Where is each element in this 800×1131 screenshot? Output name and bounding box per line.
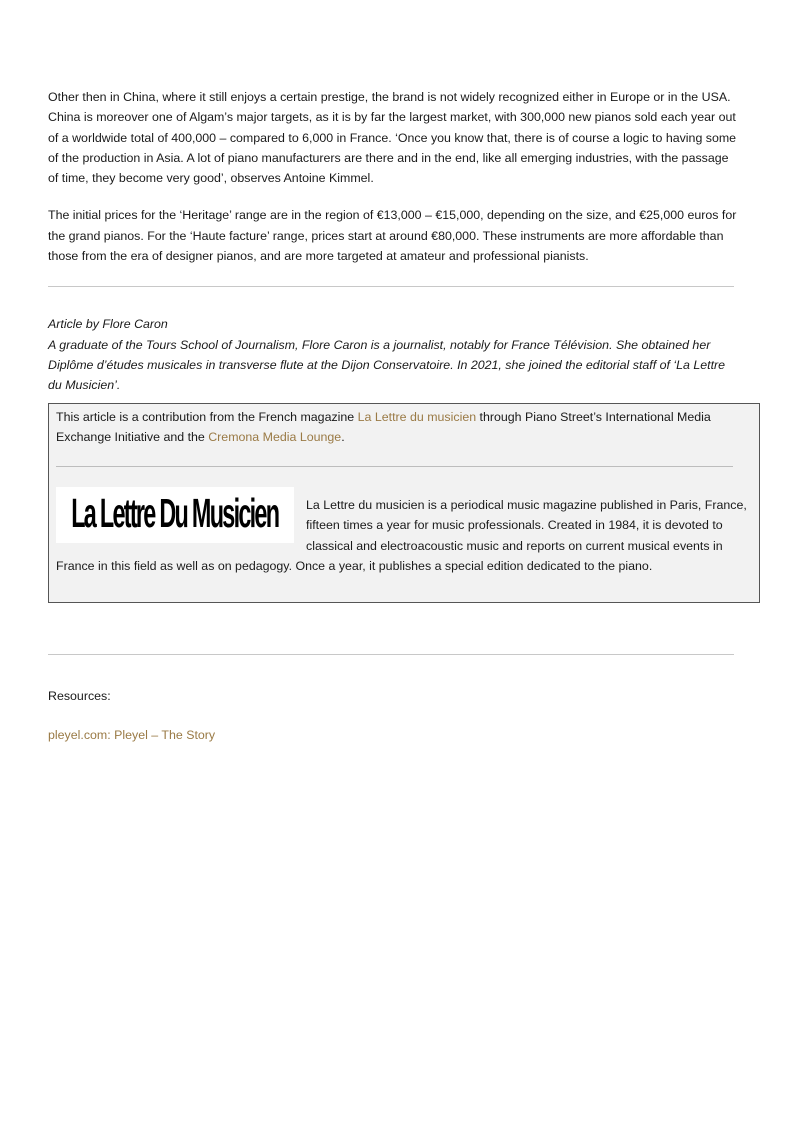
contribution-box — [48, 403, 760, 603]
author-info — [48, 314, 738, 395]
cremona-link[interactable]: Cremona Media Lounge — [208, 429, 342, 444]
magazine-logo — [56, 487, 294, 543]
magazine-description: La Lettre du musicien is a periodical music magazine published in Paris, France, fifteen times a year for music professionals. Created in 1984, it is devoted to classical and electroacoustic music and reports on current musical events in France in this field as well as on pedagogy. Once a year, it publishes a special edition dedicated to the piano. — [56, 498, 747, 574]
article-page — [48, 87, 747, 745]
section-divider — [48, 286, 734, 287]
la-lettre-link[interactable]: La Lettre du musicien — [357, 409, 477, 424]
author-byline: Article by Flore Caron — [48, 317, 168, 332]
article-paragraph-2: The initial prices for the ‘Heritage’ range are in the region of €13,000 – €15,000, depending on the size, and €25,000 euros for the grand pianos. For the ‘Haute facture’ range, prices start at around €80,000. These instruments are more affordable than those from the era of designer pianos, and are more targeted at amateur and professional pianists. — [48, 208, 737, 264]
author-bio: A graduate of the Tours School of Journalism, Flore Caron is a journalist, notably for France Télévision. She obtained her Diplôme d’études musicales in transverse flute at the Dijon Conservatoire. In 2021, she joined the editorial staff of ‘La Lettre du Musicien’. — [48, 337, 726, 393]
resources-heading: Resources: — [48, 688, 111, 703]
contribution-text — [56, 407, 752, 448]
magazine-logo-text: La Lettre Du Musicien — [71, 492, 279, 537]
article-paragraph-1: Other then in China, where it still enjoys a certain prestige, the brand is not widely recognized either in Europe or in the USA. China is moreover one of Algam’s major targets, as it is by far the largest market, with 300,000 new pianos sold each year out of a worldwide total of 400,000 – compared to 6,000 in France. ‘Once you know that, there is of course a logic to having some of the production in Asia. A lot of piano manufacturers are there and in the end, like all emerging industries, with the passage of time, they become very good’, observes Antoine Kimmel. — [48, 90, 737, 186]
pleyel-story-link[interactable]: pleyel.com: Pleyel – The Story — [48, 727, 216, 742]
contribution-text-middle: through Piano Street’s International Media Exchange Initiative and the — [56, 409, 711, 444]
contribution-text-end: . — [341, 429, 345, 444]
contribution-text-start: This article is a contribution from the French magazine — [56, 409, 358, 424]
section-divider-2 — [48, 654, 734, 655]
